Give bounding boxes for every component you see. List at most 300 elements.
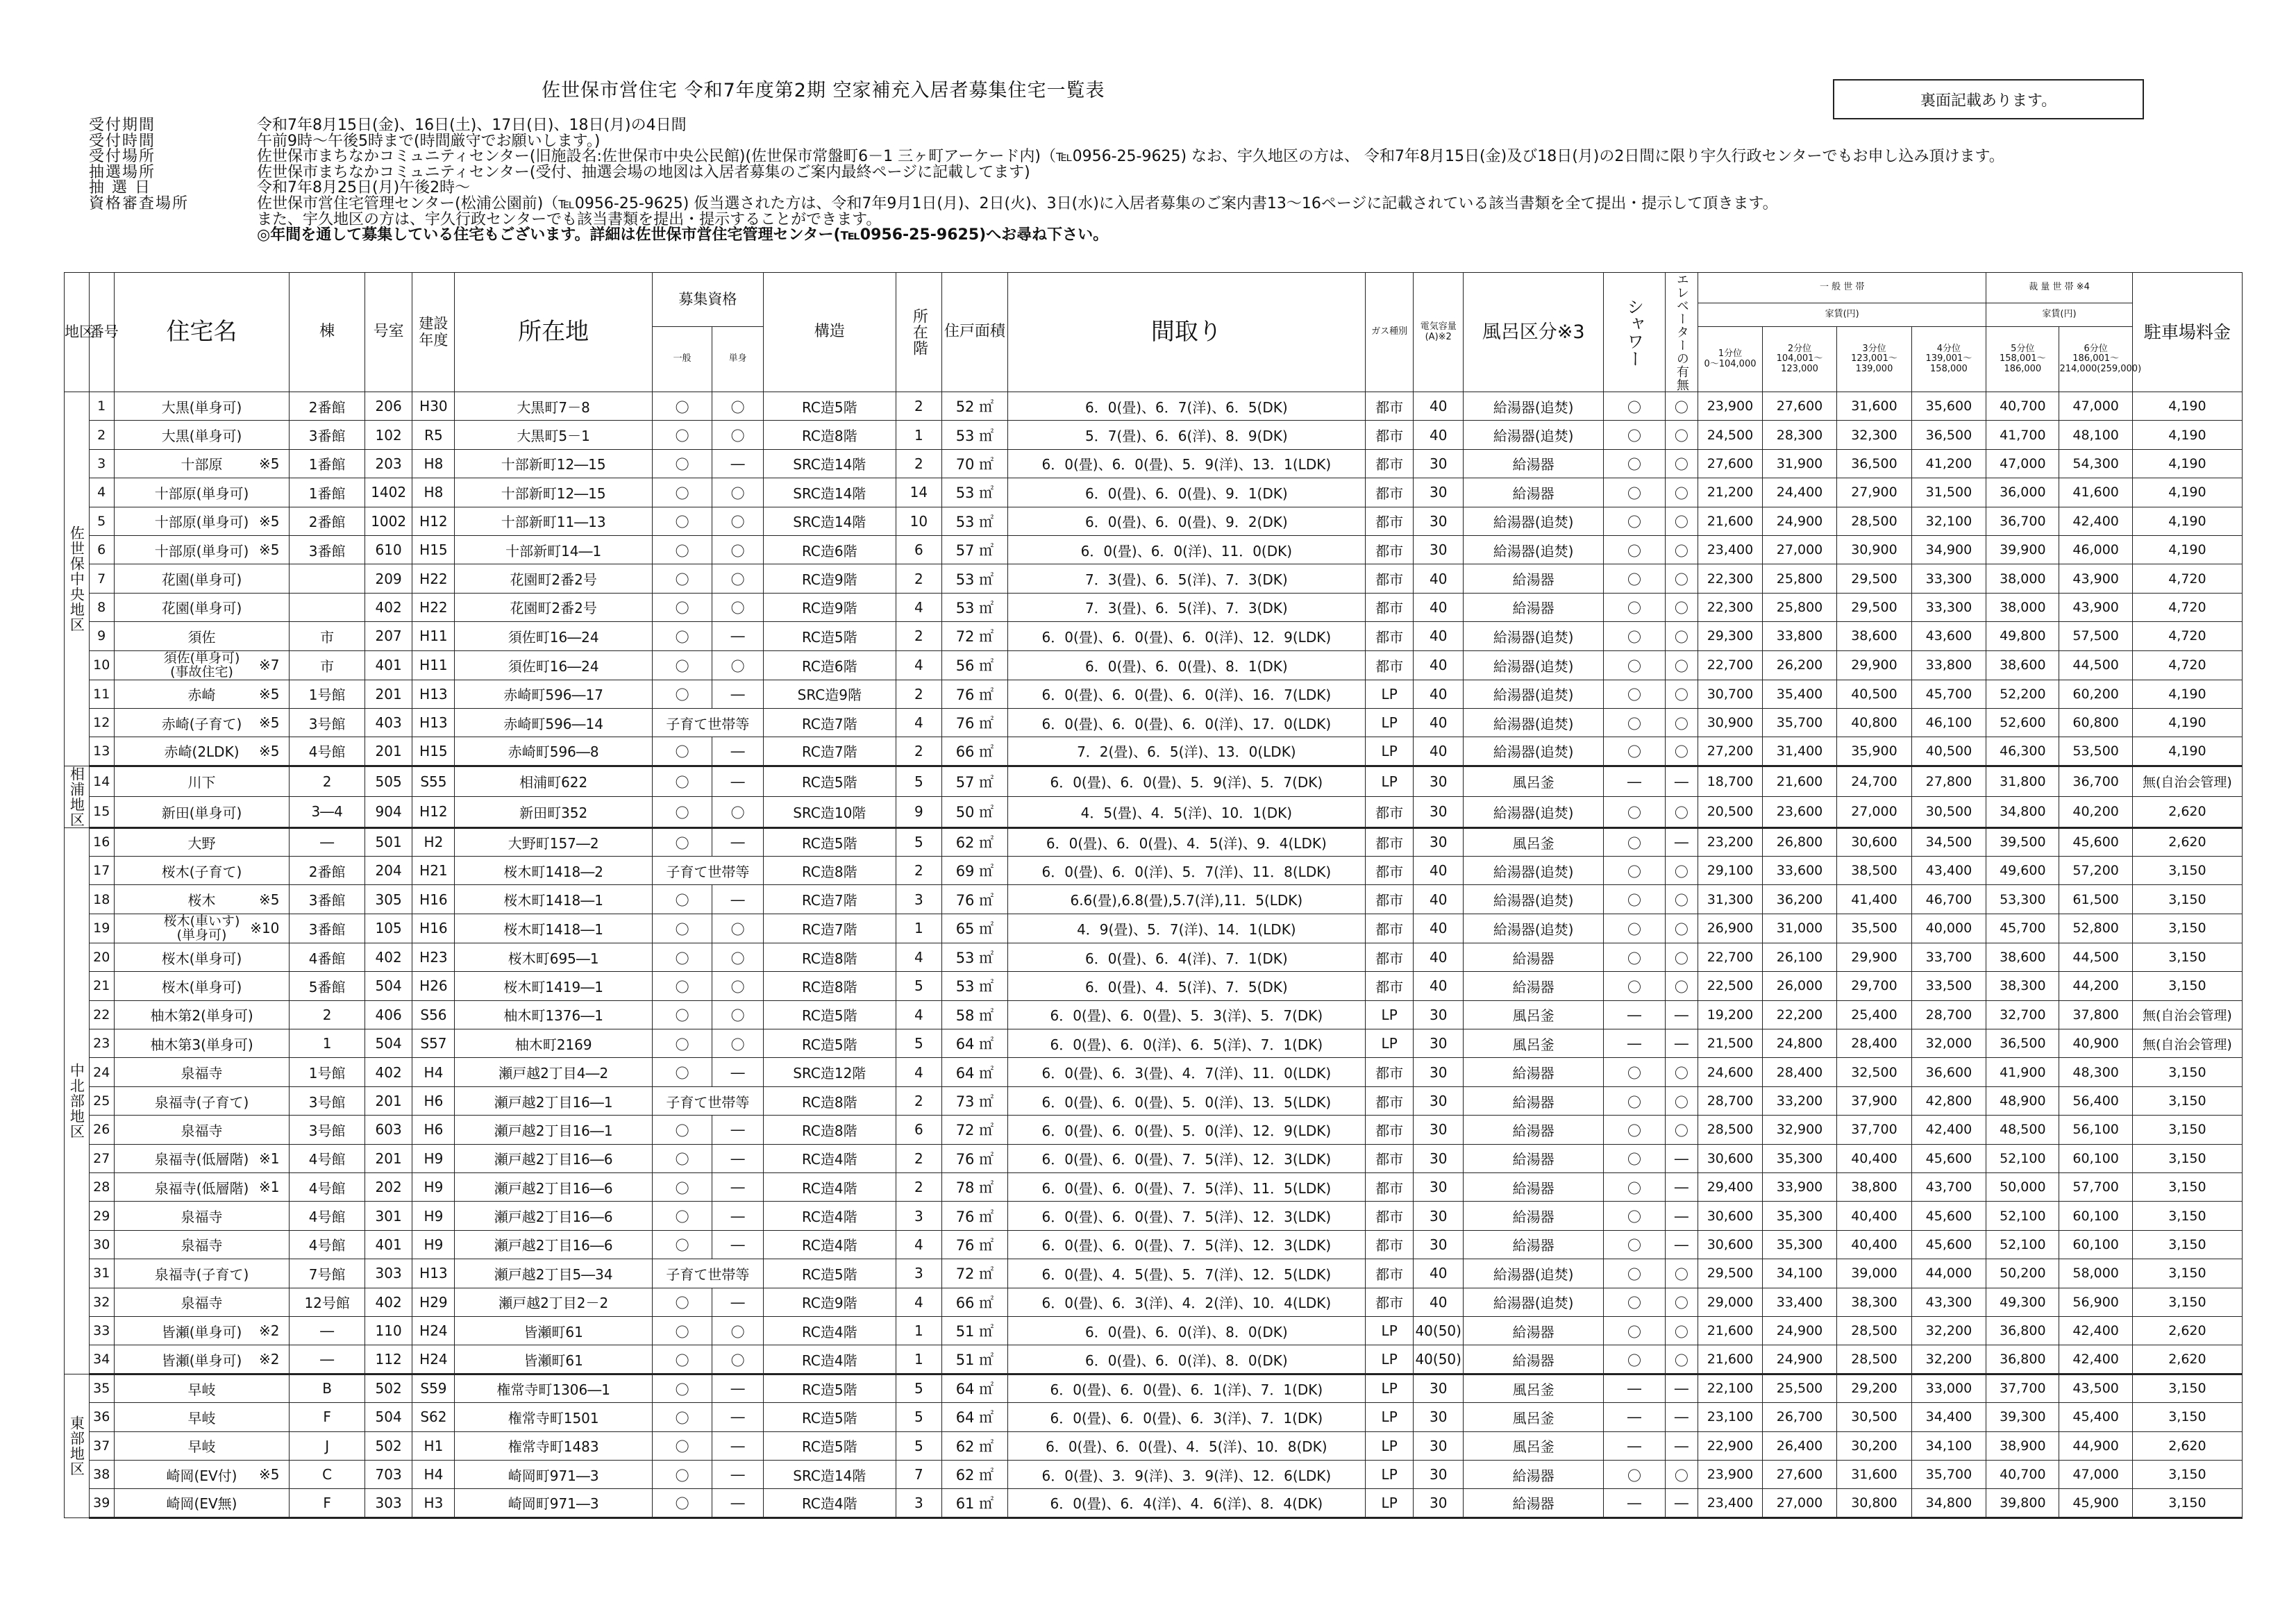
rent-cell: 47,000 [1986,449,2059,478]
parking-cell: 3,150 [2132,1058,2242,1086]
floor-cell: 14 [896,478,941,507]
electric-cell: 30 [1414,827,1464,856]
rent-cell: 39,800 [1986,1489,2059,1517]
housing-name: 大黒(単身可) [161,428,242,445]
year-cell: H15 [412,535,455,564]
table-row [65,535,2243,564]
name-cell [114,857,290,885]
gas-cell: 都市 [1365,478,1414,507]
housing-name: 崎岡(EV付) [166,1467,237,1484]
structure-cell: RC造4階 [763,1144,896,1172]
address-cell: 崎岡町971―3 [455,1489,652,1517]
layout-cell: 6．0(畳)、6．0(畳)、8．1(DK) [1007,650,1365,680]
housing-note: ※5 [258,512,280,530]
eligibility-general-cell: 〇 [652,535,712,564]
floor-cell: 7 [896,1460,941,1488]
structure-cell: RC造5階 [763,766,896,797]
address-cell: 須佐町16―24 [455,622,652,650]
table-row [65,392,2243,421]
layout-cell: 6．0(畳)、6．0(洋)、6．5(洋)、7．1(DK) [1007,1029,1365,1058]
header-elig-single: 単身 [712,327,764,392]
rent-cell: 27,000 [1762,535,1836,564]
bath-cell: 給湯器 [1464,1460,1604,1488]
housing-note: ※10 [250,920,280,937]
structure-cell: SRC造9階 [763,680,896,708]
rent-cell: 43,400 [1911,857,1986,885]
info-label: 抽選場所 [89,163,156,181]
gas-cell: 都市 [1365,593,1414,621]
eligibility-general-cell: 〇 [652,392,712,421]
elevator-cell: ― [1665,1230,1698,1259]
structure-cell: RC造4階 [763,1172,896,1201]
building-cell: 2番館 [290,857,364,885]
elevator-cell: 〇 [1665,857,1698,885]
name-cell [114,972,290,1000]
shower-cell: 〇 [1604,421,1665,449]
info-row [89,165,2004,181]
floor-cell: 4 [896,943,941,971]
eligibility-single-cell: 〇 [712,1029,764,1058]
number-cell: 12 [89,708,114,737]
building-cell: 5番館 [290,972,364,1000]
parking-cell: 3,150 [2132,885,2242,914]
building-cell: 4号館 [290,1202,364,1230]
name-cell [114,1460,290,1488]
rent-cell: 30,800 [1837,1489,1911,1517]
area-cell: 50 ㎡ [942,797,1008,828]
housing-name: 桜木(単身可) [161,950,242,967]
layout-cell: 6．0(畳)、6．0(畳)、6．0(洋)、17．0(LDK) [1007,708,1365,737]
bath-cell: 給湯器(追焚) [1464,535,1604,564]
rent-cell: 23,900 [1698,1460,1763,1488]
bath-cell: 給湯器 [1464,449,1604,478]
shower-cell: 〇 [1604,737,1665,766]
address-cell: 柚木町1376―1 [455,1000,652,1029]
electric-cell: 40(50) [1414,1316,1464,1345]
room-cell: 406 [364,1000,412,1029]
electric-cell: 30 [1414,1029,1464,1058]
table-row [65,650,2243,680]
electric-cell: 30 [1414,535,1464,564]
shower-cell: 〇 [1604,943,1665,971]
parking-cell: 4,190 [2132,478,2242,507]
address-cell: 瀬戸越2丁目4―2 [455,1058,652,1086]
room-cell: 102 [364,421,412,449]
header-area: 住戸面積 [942,273,1008,392]
year-cell: H9 [412,1172,455,1201]
district-cell: 相浦地区 [65,766,90,827]
electric-cell: 40 [1414,1288,1464,1316]
rent-cell: 45,600 [1911,1230,1986,1259]
rent-cell: 31,600 [1837,392,1911,421]
room-cell: 504 [364,1029,412,1058]
shower-cell: ― [1604,766,1665,797]
floor-cell: 4 [896,650,941,680]
parking-cell: 3,150 [2132,1116,2242,1144]
housing-name: 花園(単身可) [161,600,242,617]
eligibility-general-cell: 〇 [652,1144,712,1172]
elevator-cell: 〇 [1665,797,1698,828]
rent-cell: 36,700 [1986,507,2059,535]
shower-cell: ― [1604,1489,1665,1517]
gas-cell: LP [1365,708,1414,737]
room-cell: 610 [364,535,412,564]
address-cell: 大黒町5－1 [455,421,652,449]
year-cell: H29 [412,1288,455,1316]
address-cell: 瀬戸越2丁目2－2 [455,1288,652,1316]
rent-cell: 30,600 [1698,1202,1763,1230]
area-cell: 53 ㎡ [942,507,1008,535]
bath-cell: 給湯器 [1464,564,1604,593]
name-cell [114,1489,290,1517]
eligibility-single-cell: ― [712,1460,764,1488]
electric-cell: 30 [1414,1086,1464,1115]
housing-note: ※5 [258,1466,280,1483]
rent-cell: 33,800 [1762,622,1836,650]
housing-name: 泉福寺 [181,1065,223,1082]
name-cell [114,421,290,449]
structure-cell: RC造7階 [763,885,896,914]
building-cell: 3番館 [290,914,364,943]
rent-cell: 29,300 [1698,622,1763,650]
gas-cell: 都市 [1365,1086,1414,1115]
housing-note: ※5 [258,891,280,908]
electric-cell: 40 [1414,708,1464,737]
structure-cell: RC造8階 [763,943,896,971]
year-cell: H6 [412,1086,455,1115]
rent-cell: 29,200 [1837,1374,1911,1402]
room-cell: 402 [364,943,412,971]
name-cell [114,535,290,564]
rent-cell: 40,400 [1837,1144,1911,1172]
rent-cell: 33,300 [1911,564,1986,593]
rent-cell: 27,900 [1837,478,1911,507]
bath-cell: 給湯器(追焚) [1464,421,1604,449]
layout-cell: 6．0(畳)、6．0(畳)、4．5(洋)、9．4(LDK) [1007,827,1365,856]
rent-cell: 30,200 [1837,1431,1911,1460]
layout-cell: 6．0(畳)、6．0(畳)、9．2(DK) [1007,507,1365,535]
building-cell: 2 [290,1000,364,1029]
electric-cell: 30 [1414,1202,1464,1230]
building-cell: 市 [290,622,364,650]
year-cell: H3 [412,1489,455,1517]
layout-cell: 6．0(畳)、6．0(洋)、8．0(DK) [1007,1316,1365,1345]
parking-cell: 3,150 [2132,943,2242,971]
rent-cell: 36,500 [1837,449,1911,478]
rent-cell: 40,900 [2059,1029,2132,1058]
rent-cell: 25,800 [1762,564,1836,593]
housing-name: 桜木(単身可) [161,978,242,995]
eligibility-general-cell: 〇 [652,1172,712,1201]
layout-cell: 7．2(畳)、6．5(洋)、13．0(LDK) [1007,737,1365,766]
number-cell: 32 [89,1288,114,1316]
room-cell: 1002 [364,507,412,535]
room-cell: 110 [364,1316,412,1345]
number-cell: 30 [89,1230,114,1259]
address-cell: 瀬戸越2丁目16―1 [455,1116,652,1144]
rent-cell: 24,900 [1762,507,1836,535]
shower-cell: 〇 [1604,972,1665,1000]
room-cell: 402 [364,1288,412,1316]
eligibility-general-cell: 〇 [652,1058,712,1086]
eligibility-general-cell: 〇 [652,622,712,650]
area-cell: 61 ㎡ [942,1489,1008,1517]
shower-cell: 〇 [1604,1288,1665,1316]
number-cell: 14 [89,766,114,797]
shower-cell: ― [1604,1029,1665,1058]
rent-cell: 33,800 [1911,650,1986,680]
bath-cell: 給湯器(追焚) [1464,737,1604,766]
eligibility-general-cell: 〇 [652,827,712,856]
area-cell: 62 ㎡ [942,827,1008,856]
electric-cell: 40 [1414,680,1464,708]
rent-cell: 29,100 [1698,857,1763,885]
bath-cell: 給湯器(追焚) [1464,857,1604,885]
rent-cell: 40,700 [1986,392,2059,421]
eligibility-general-cell: 〇 [652,1288,712,1316]
parking-cell: 3,150 [2132,1144,2242,1172]
layout-cell: 6．0(畳)、6．0(畳)、7．5(洋)、11．5(LDK) [1007,1172,1365,1201]
table-row [65,1403,2243,1431]
eligibility-general-cell: 〇 [652,593,712,621]
eligibility-single-cell: 〇 [712,478,764,507]
area-cell: 53 ㎡ [942,943,1008,971]
address-cell: 瀬戸越2丁目16―6 [455,1172,652,1201]
rent-cell: 40,500 [1837,680,1911,708]
year-cell: H9 [412,1230,455,1259]
rent-cell: 44,500 [2059,650,2132,680]
room-cell: 105 [364,914,412,943]
layout-cell: 6．0(畳)、6．0(畳)、9．1(DK) [1007,478,1365,507]
eligibility-single-cell: ― [712,766,764,797]
rent-cell: 49,300 [1986,1288,2059,1316]
housing-name: 赤崎(子育て) [161,715,242,732]
page-title: 佐世保市営住宅 令和7年度第2期 空家補充入居者募集住宅一覧表 [542,80,1105,101]
header-structure: 構造 [763,273,896,392]
bath-cell: 給湯器 [1464,1086,1604,1115]
rent-cell: 38,600 [1986,943,2059,971]
address-cell: 皆瀬町61 [455,1316,652,1345]
rent-cell: 35,500 [1837,914,1911,943]
rent-cell: 45,600 [1911,1202,1986,1230]
year-cell: H12 [412,797,455,828]
rent-cell: 52,100 [1986,1202,2059,1230]
rent-cell: 35,600 [1911,392,1986,421]
eligibility-general-cell: 〇 [652,1345,712,1374]
rent-cell: 49,800 [1986,622,2059,650]
shower-cell: 〇 [1604,1144,1665,1172]
name-cell [114,1288,290,1316]
gas-cell: 都市 [1365,1230,1414,1259]
rent-cell: 21,600 [1698,507,1763,535]
housing-name: 新田(単身可) [161,804,242,821]
rent-cell: 42,400 [1911,1116,1986,1144]
year-cell: H2 [412,827,455,856]
parking-cell: 3,150 [2132,1403,2242,1431]
structure-cell: RC造8階 [763,1116,896,1144]
room-cell: 303 [364,1489,412,1517]
rent-cell: 48,300 [2059,1058,2132,1086]
eligibility-general-cell: 〇 [652,972,712,1000]
elevator-cell: ― [1665,1431,1698,1460]
rent-cell: 46,300 [1986,737,2059,766]
building-cell: 3番館 [290,535,364,564]
address-cell: 桜木町695―1 [455,943,652,971]
elevator-cell: 〇 [1665,1259,1698,1288]
name-cell [114,1403,290,1431]
rent-cell: 22,300 [1698,593,1763,621]
rent-cell: 56,400 [2059,1086,2132,1115]
rent-cell: 60,100 [2059,1230,2132,1259]
building-cell: 1 [290,1029,364,1058]
eligibility-general-cell: 〇 [652,885,712,914]
name-cell [114,1345,290,1374]
year-cell: H15 [412,737,455,766]
rent-cell: 20,500 [1698,797,1763,828]
district-cell: 中北部地区 [65,827,90,1374]
rent-cell: 37,900 [1837,1086,1911,1115]
elevator-cell: 〇 [1665,1288,1698,1316]
name-cell [114,914,290,943]
floor-cell: 2 [896,737,941,766]
building-cell: F [290,1489,364,1517]
area-cell: 78 ㎡ [942,1172,1008,1201]
shower-cell: 〇 [1604,680,1665,708]
rent-cell: 46,700 [1911,885,1986,914]
address-cell: 花園町2番2号 [455,593,652,621]
electric-cell: 30 [1414,1172,1464,1201]
rent-cell: 36,800 [1986,1316,2059,1345]
structure-cell: RC造9階 [763,564,896,593]
housing-name: 大黒(単身可) [161,398,242,416]
gas-cell: 都市 [1365,827,1414,856]
elevator-cell: 〇 [1665,1460,1698,1488]
rent-cell: 26,100 [1762,943,1836,971]
rent-cell: 42,800 [1911,1086,1986,1115]
rent-cell: 26,400 [1762,1431,1836,1460]
housing-note: ※5 [258,455,280,472]
info-label: 抽 選 日 [89,179,151,197]
gas-cell: LP [1365,1489,1414,1517]
name-cell [114,1202,290,1230]
floor-cell: 5 [896,766,941,797]
parking-cell: 2,620 [2132,1345,2242,1374]
rent-cell: 42,400 [2059,507,2132,535]
floor-cell: 6 [896,1116,941,1144]
address-cell: 赤崎町596―14 [455,708,652,737]
layout-cell: 6．0(畳)、6．7(洋)、6．5(DK) [1007,392,1365,421]
structure-cell: RC造8階 [763,857,896,885]
building-cell: 3号館 [290,708,364,737]
area-cell: 51 ㎡ [942,1345,1008,1374]
rent-cell: 29,400 [1698,1172,1763,1201]
parking-cell: 4,720 [2132,622,2242,650]
parking-cell: 4,190 [2132,535,2242,564]
year-cell: H26 [412,972,455,1000]
rent-cell: 33,900 [1762,1172,1836,1201]
layout-cell: 4．9(畳)、5．7(洋)、14．1(LDK) [1007,914,1365,943]
table-row [65,737,2243,766]
structure-cell: SRC造14階 [763,507,896,535]
table-row [65,421,2243,449]
room-cell: 401 [364,650,412,680]
electric-cell: 40 [1414,1259,1464,1288]
rent-cell: 27,600 [1762,1460,1836,1488]
room-cell: 301 [364,1202,412,1230]
housing-name: 早岐 [187,1409,216,1427]
name-cell [114,1058,290,1086]
eligibility-general-cell: 〇 [652,766,712,797]
rent-cell: 28,500 [1837,1316,1911,1345]
floor-cell: 4 [896,1288,941,1316]
electric-cell: 30 [1414,1144,1464,1172]
elevator-cell: ― [1665,1489,1698,1517]
year-cell: H6 [412,1116,455,1144]
building-cell: C [290,1460,364,1488]
shower-cell: 〇 [1604,708,1665,737]
layout-cell: 6．0(畳)、6．3(畳)、4．7(洋)、11．0(LDK) [1007,1058,1365,1086]
rent-cell: 49,600 [1986,857,2059,885]
year-cell: H13 [412,680,455,708]
number-cell: 26 [89,1116,114,1144]
structure-cell: RC造4階 [763,1230,896,1259]
eligibility-general-cell: 〇 [652,1202,712,1230]
rent-cell: 39,500 [1986,827,2059,856]
name-cell [114,1116,290,1144]
rent-cell: 53,300 [1986,885,2059,914]
info-bold-note: ◎年間を通して募集している住宅もございます。詳細は佐世保市営住宅管理センター(℡0956-25-9625)へお尋ね下さい。 [257,226,1109,244]
rent-cell: 37,800 [2059,1000,2132,1029]
layout-cell: 6．0(畳)、6．0(畳)、5．9(洋)、13．1(LDK) [1007,449,1365,478]
floor-cell: 5 [896,1403,941,1431]
rent-cell: 40,700 [1986,1460,2059,1488]
housing-name: 泉福寺(低層階) [154,1151,249,1168]
address-cell: 新田町352 [455,797,652,828]
number-cell: 36 [89,1403,114,1431]
rent-cell: 38,000 [1986,593,2059,621]
table-body [65,392,2243,1518]
rent-cell: 41,700 [1986,421,2059,449]
table-row [65,857,2243,885]
parking-cell: 3,150 [2132,972,2242,1000]
structure-cell: RC造4階 [763,1202,896,1230]
rent-cell: 31,800 [1986,766,2059,797]
parking-cell: 2,620 [2132,1431,2242,1460]
number-cell: 5 [89,507,114,535]
gas-cell: LP [1365,1374,1414,1402]
rent-cell: 35,300 [1762,1202,1836,1230]
shower-cell: 〇 [1604,1259,1665,1288]
layout-cell: 6．0(畳)、6．3(洋)、4．2(洋)、10．4(LDK) [1007,1288,1365,1316]
room-cell: 207 [364,622,412,650]
floor-cell: 2 [896,680,941,708]
table-row [65,680,2243,708]
room-cell: 703 [364,1460,412,1488]
building-cell: B [290,1374,364,1402]
rent-cell: 32,000 [1911,1029,1986,1058]
rent-cell: 50,200 [1986,1259,2059,1288]
rent-cell: 44,200 [2059,972,2132,1000]
eligibility-single-cell: 〇 [712,797,764,828]
rent-cell: 52,100 [1986,1230,2059,1259]
elevator-cell: 〇 [1665,1116,1698,1144]
housing-note: ※5 [258,742,280,759]
layout-cell: 6．0(畳)、6．0(畳)、6．1(洋)、7．1(DK) [1007,1374,1365,1402]
parking-cell: 4,720 [2132,650,2242,680]
address-cell: 瀬戸越2丁目5―34 [455,1259,652,1288]
rent-cell: 38,300 [1837,1288,1911,1316]
floor-cell: 3 [896,1259,941,1288]
